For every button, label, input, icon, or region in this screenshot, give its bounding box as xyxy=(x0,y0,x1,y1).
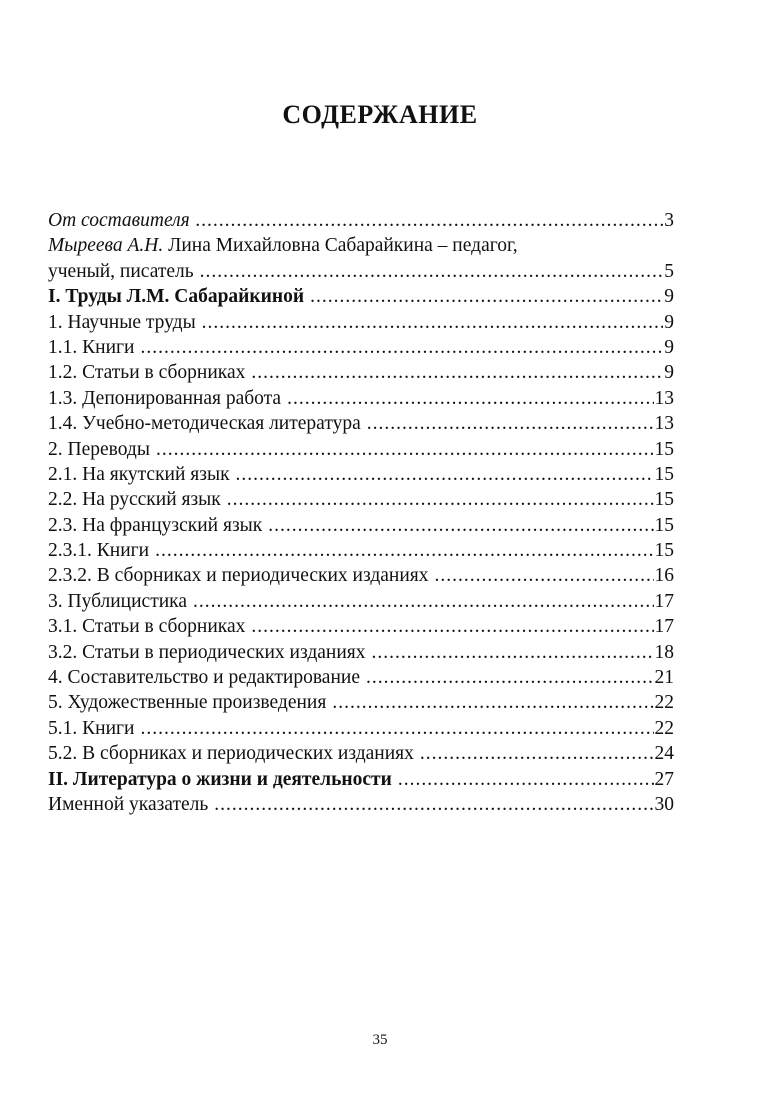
toc-entry-label: 1.3. Депонированная работа xyxy=(48,387,282,409)
toc-entry-page: 15 xyxy=(654,514,674,536)
dot-leader xyxy=(310,284,663,309)
toc-entry[interactable] xyxy=(48,640,674,665)
toc-entry-author: Мыреева А.Н. xyxy=(48,235,164,257)
toc-entry[interactable] xyxy=(48,310,674,335)
toc-entry-page: 21 xyxy=(654,667,674,689)
toc-entry-label: 2.2. На русский язык xyxy=(48,489,221,511)
toc-entry-page: 18 xyxy=(654,641,674,663)
toc-entry-label: 5. Художественные произведения xyxy=(48,692,327,714)
dot-leader xyxy=(372,640,654,665)
dot-leader xyxy=(287,386,653,411)
toc-entry-page: 22 xyxy=(654,717,674,739)
toc-entry[interactable] xyxy=(48,462,674,487)
toc-entry-page: 27 xyxy=(654,768,674,790)
toc-entry[interactable] xyxy=(48,386,674,411)
toc-entry-label: 5.1. Книги xyxy=(48,717,135,739)
dot-leader xyxy=(236,462,654,487)
toc-entry-label: I. Труды Л.М. Сабарайкиной xyxy=(48,286,305,308)
dot-leader xyxy=(251,614,653,639)
dot-leader xyxy=(193,589,654,614)
dot-leader xyxy=(140,335,663,360)
toc-entry[interactable] xyxy=(48,716,674,741)
toc-entry-first-line[interactable] xyxy=(48,233,674,258)
table-of-contents xyxy=(48,208,674,817)
toc-entry[interactable] xyxy=(48,259,674,284)
dot-leader xyxy=(196,208,664,233)
toc-entry-label: 5.2. В сборниках и периодических изданиях xyxy=(48,743,414,765)
toc-entry-label: 1.4. Учебно-методическая литература xyxy=(48,413,361,435)
dot-leader xyxy=(156,437,654,462)
toc-entry[interactable] xyxy=(48,411,674,436)
toc-entry[interactable] xyxy=(48,563,674,588)
toc-entry-label: 4. Составительство и редактирование xyxy=(48,667,360,689)
toc-entry-label: 2.3. На французский язык xyxy=(48,514,263,536)
dot-leader xyxy=(420,741,654,766)
toc-entry-label: 1. Научные труды xyxy=(48,311,196,333)
toc-entry-page: 30 xyxy=(654,793,674,815)
dot-leader xyxy=(214,792,653,817)
toc-entry-page: 9 xyxy=(664,286,674,308)
toc-entry[interactable] xyxy=(48,665,674,690)
dot-leader xyxy=(200,259,664,284)
toc-entry[interactable] xyxy=(48,614,674,639)
toc-entry-page: 3 xyxy=(664,210,674,231)
toc-entry[interactable] xyxy=(48,792,674,817)
dot-leader xyxy=(366,665,654,690)
toc-entry-page: 24 xyxy=(654,743,674,765)
toc-entry[interactable] xyxy=(48,690,674,715)
page-number: 35 xyxy=(372,1032,388,1048)
page-title: СОДЕРЖАНИЕ xyxy=(282,100,478,129)
dot-leader xyxy=(155,538,653,563)
toc-entry[interactable] xyxy=(48,538,674,563)
dot-leader xyxy=(332,690,653,715)
toc-entry-page: 15 xyxy=(654,489,674,511)
toc-entry[interactable] xyxy=(48,767,674,792)
toc-entry-page: 15 xyxy=(654,463,674,485)
toc-entry-page: 13 xyxy=(654,413,674,435)
toc-entry[interactable] xyxy=(48,513,674,538)
dot-leader xyxy=(202,310,664,335)
dot-leader xyxy=(367,411,654,436)
toc-entry-label: ученый, писатель xyxy=(48,260,194,282)
toc-entry[interactable] xyxy=(48,360,674,385)
toc-entry-label: 2.1. На якутский язык xyxy=(48,463,230,485)
toc-entry[interactable] xyxy=(48,589,674,614)
toc-entry-page: 9 xyxy=(664,362,674,384)
toc-entry-label: 2.3.2. В сборниках и периодических изданиях xyxy=(48,565,429,587)
toc-entry-page: 15 xyxy=(654,540,674,562)
toc-entry[interactable] xyxy=(48,741,674,766)
toc-entry-label: 1.1. Книги xyxy=(48,336,135,358)
toc-entry-page: 17 xyxy=(654,590,674,612)
toc-entry-label-line1: Лина Михайловна Сабарайкина – педагог, xyxy=(168,235,518,257)
toc-entry[interactable] xyxy=(48,487,674,512)
toc-entry-page: 13 xyxy=(654,387,674,409)
toc-entry[interactable] xyxy=(48,208,674,233)
toc-entry-label: II. Литература о жизни и деятельности xyxy=(48,768,392,790)
toc-entry[interactable] xyxy=(48,335,674,360)
toc-entry-label: Именной указатель xyxy=(48,793,209,815)
dot-leader xyxy=(435,563,654,588)
toc-entry-page: 9 xyxy=(664,311,674,333)
toc-entry-label: 2. Переводы xyxy=(48,438,150,460)
dot-leader xyxy=(268,513,653,538)
toc-entry-page: 17 xyxy=(654,616,674,638)
toc-entry-label: От составителя xyxy=(48,210,190,231)
dot-leader xyxy=(140,716,653,741)
toc-entry-page: 16 xyxy=(654,565,674,587)
toc-entry-page: 5 xyxy=(664,260,674,282)
toc-entry-label: 2.3.1. Книги xyxy=(48,540,150,562)
toc-entry[interactable] xyxy=(48,437,674,462)
toc-entry-label: 3.2. Статьи в периодических изданиях xyxy=(48,641,366,663)
dot-leader xyxy=(227,487,654,512)
dot-leader xyxy=(251,360,663,385)
toc-entry-page: 9 xyxy=(664,336,674,358)
toc-entry-label: 3.1. Статьи в сборниках xyxy=(48,616,246,638)
toc-entry-label: 1.2. Статьи в сборниках xyxy=(48,362,246,384)
dot-leader xyxy=(398,767,654,792)
toc-entry-page: 22 xyxy=(654,692,674,714)
toc-entry[interactable] xyxy=(48,284,674,309)
toc-entry-label: 3. Публицистика xyxy=(48,590,187,612)
toc-entry-page: 15 xyxy=(654,438,674,460)
